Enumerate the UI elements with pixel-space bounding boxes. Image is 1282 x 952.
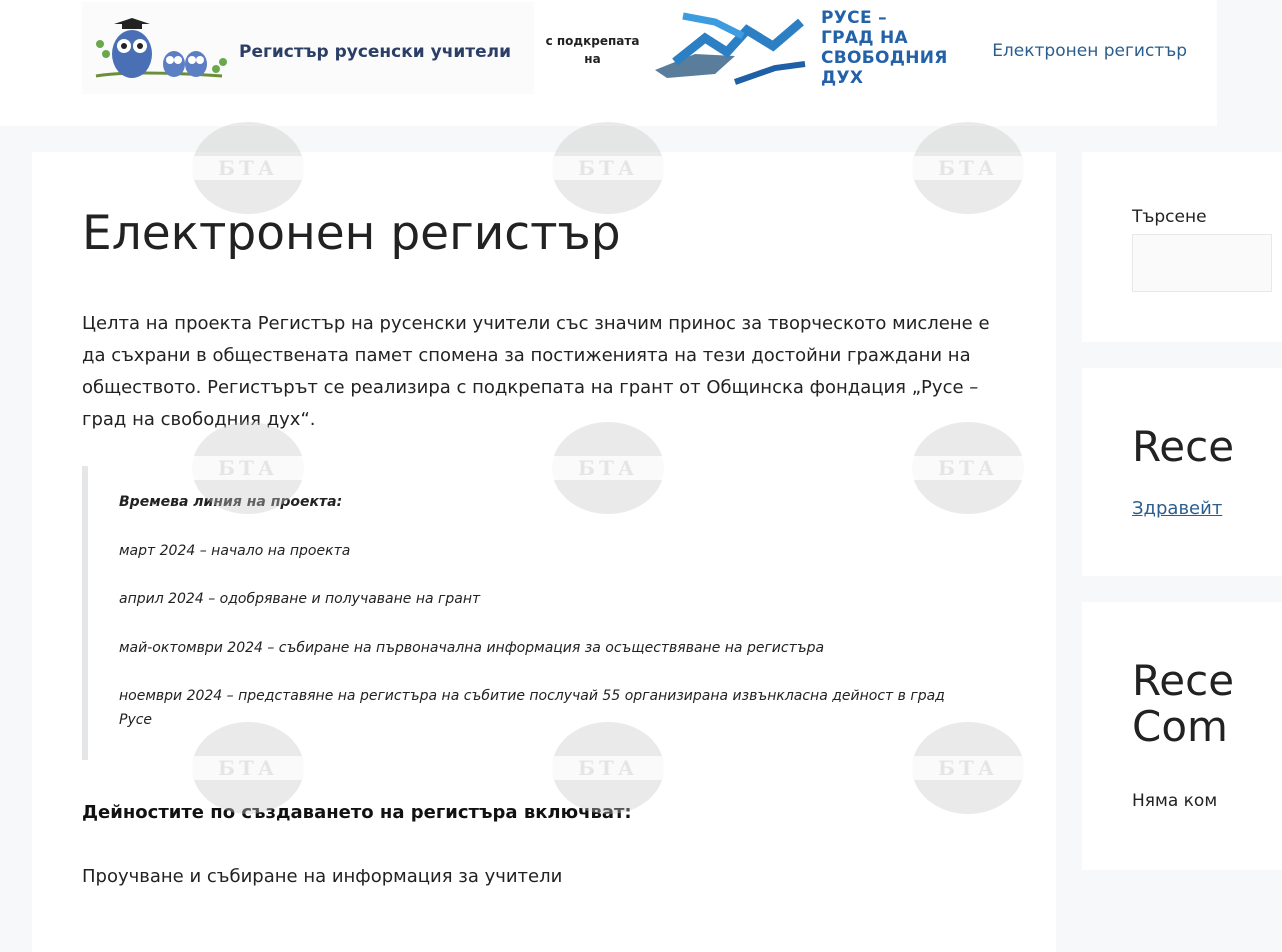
timeline-item: април 2024 – одобряване и получаване на грант xyxy=(119,591,481,607)
search-input[interactable] xyxy=(1132,234,1272,292)
timeline-heading: Времева линия на проекта: xyxy=(119,494,343,510)
page-title: Електронен регистър xyxy=(82,206,621,261)
nav-link-electronic-register[interactable]: Електронен регистър xyxy=(992,41,1187,61)
recent-comments-widget xyxy=(1082,602,1282,870)
no-comments-text: Няма ком xyxy=(1132,791,1218,811)
activities-heading: Дейностите по създаването на регистъра включват: xyxy=(82,802,632,823)
recent-comments-title-line: Rece xyxy=(1132,656,1235,705)
support-line: на xyxy=(584,52,601,66)
ruse-slogan-line: ГРАД НА xyxy=(821,28,908,48)
timeline-item: май-октомври 2024 – събиране на първоначална информация за осъществяване на регистъра xyxy=(119,640,825,656)
svg-text:БТА: БТА xyxy=(937,756,999,780)
recent-post-link[interactable]: Здравейт xyxy=(1132,498,1223,519)
search-widget xyxy=(1082,152,1282,342)
ruse-slogan-line: ДУХ xyxy=(821,68,864,88)
search-label: Търсене xyxy=(1132,207,1207,227)
timeline-item: ноември 2024 – представяне на регистъра на събитие послучай 55 организирана извънкласна дейност в град Русе xyxy=(119,688,945,728)
svg-text:БТА: БТА xyxy=(217,156,279,180)
svg-text:БТА: БТА xyxy=(217,456,279,480)
ruse-slogan-line: СВОБОДНИЯ xyxy=(821,48,948,68)
ruse-slogan xyxy=(821,8,961,88)
site-header xyxy=(0,0,1217,126)
recent-posts-title: Rece xyxy=(1132,422,1235,471)
intro-paragraph: Целта на проекта Регистър на русенски учители със значим принос за творческото мислене е да съхрани в обществената памет спомена за постиженията на тези достойни граждани на обществото. Регистърът се реализира с подкрепата на грант от Общинска фондация „Русе – град на свободния дух“. xyxy=(82,313,990,430)
svg-text:БТА: БТА xyxy=(577,756,639,780)
svg-text:БТА: БТА xyxy=(937,456,999,480)
support-line: с подкрепата xyxy=(545,34,640,48)
svg-text:БТА: БТА xyxy=(217,756,279,780)
recent-comments-title-line: Com xyxy=(1132,702,1228,751)
ruse-slogan-line: РУСЕ – xyxy=(821,8,887,28)
timeline-item: март 2024 – начало на проекта xyxy=(119,543,351,559)
svg-text:БТА: БТА xyxy=(577,156,639,180)
recent-posts-widget xyxy=(1082,368,1282,576)
activities-item: Проучване и събиране на информация за учители xyxy=(82,866,563,887)
owls-logo-icon xyxy=(92,14,232,84)
ruse-mountains-logo-icon[interactable] xyxy=(655,8,815,92)
site-logo-banner[interactable] xyxy=(82,2,534,94)
svg-text:БТА: БТА xyxy=(577,456,639,480)
main-content xyxy=(32,152,1056,952)
svg-text:БТА: БТА xyxy=(937,156,999,180)
timeline-blockquote xyxy=(82,466,982,760)
banner-title: Регистър русенски учители xyxy=(239,42,512,62)
support-text xyxy=(540,32,645,68)
recent-comments-title xyxy=(1132,658,1234,750)
